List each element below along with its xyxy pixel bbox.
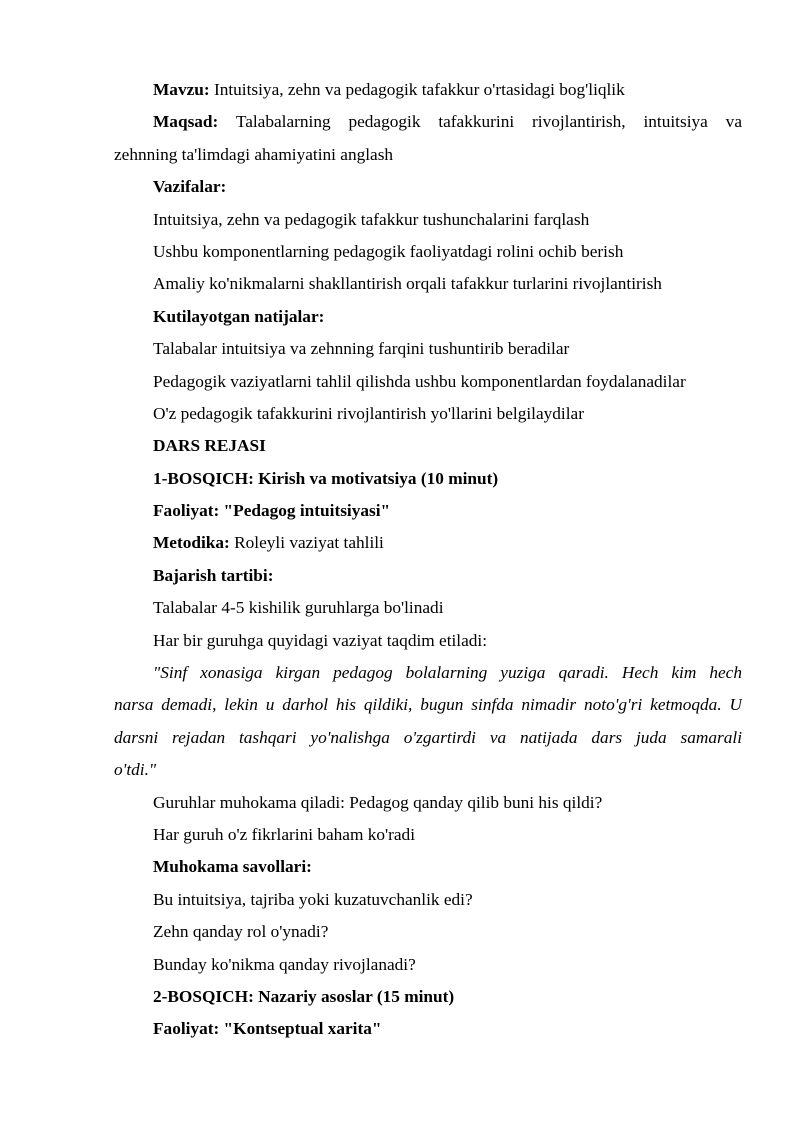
procedure-step: Har guruh o'z fikrlarini baham ko'radi — [153, 824, 415, 844]
goal-text-1: Talabalarning pedagogik tafakkurini rivojlantirish, intuitsiya va — [218, 112, 742, 132]
procedure-step: Talabalar 4-5 kishilik guruhlarga bo'linadi — [153, 598, 444, 618]
task-item: Amaliy ko'nikmalarni shakllantirish orqali tafakkur turlarini rivojlantirish — [153, 274, 662, 294]
outcome-item: Talabalar intuitsiya va zehnning farqini tushuntirib beradilar — [153, 339, 570, 359]
topic-label: Mavzu: — [153, 80, 210, 99]
procedure-step: Har bir guruhga quyidagi vaziyat taqdim etiladi: — [153, 630, 488, 650]
outcome-item: Pedagogik vaziyatlarni tahlil qilishda ushbu komponentlardan foydalanadilar — [153, 371, 686, 391]
task-item: Intuitsiya, zehn va pedagogik tafakkur tushunchalarini farqlash — [153, 209, 590, 229]
questions-heading: Muhokama savollari: — [153, 857, 312, 877]
outcomes-heading: Kutilayotgan natijalar: — [153, 306, 325, 326]
document-body — [114, 74, 742, 1046]
stage1-method — [114, 527, 742, 559]
question-item: Bunday ko'nikma qanday rivojlanadi? — [153, 954, 416, 974]
stage1-heading: 1-BOSQICH: Kirish va motivatsiya (10 minut) — [153, 468, 499, 488]
quote-line-2: narsa demadi, lekin u darhol his qildiki, bugun sinfda nimadir noto'g'ri ketmoqda. U — [114, 695, 742, 715]
topic-line — [114, 74, 742, 106]
outcome-item: O'z pedagogik tafakkurini rivojlantirish yo'llarini belgilaydilar — [153, 403, 584, 423]
stage2-heading: 2-BOSQICH: Nazariy asoslar (15 minut) — [153, 986, 455, 1006]
goal-line-2: zehnning ta'limdagi ahamiyatini anglash — [114, 144, 394, 164]
quote-line-4: o'tdi." — [114, 760, 157, 780]
goal-line-1 — [114, 106, 742, 138]
quote-line-1: "Sinf xonasiga kirgan pedagog bolalarning yuziga qaradi. Hech kim hech — [153, 663, 742, 683]
task-item: Ushbu komponentlarning pedagogik faoliyatdagi rolini ochib berish — [153, 241, 624, 261]
goal-label: Maqsad: — [153, 112, 219, 132]
stage2-activity: Faoliyat: "Kontseptual xarita" — [153, 1019, 382, 1039]
plan-heading: DARS REJASI — [153, 436, 266, 456]
tasks-heading: Vazifalar: — [153, 177, 227, 197]
question-item: Bu intuitsiya, tajriba yoki kuzatuvchanlik edi? — [153, 889, 473, 909]
question-item: Zehn qanday rol o'ynadi? — [153, 922, 329, 942]
method-label: Metodika: — [153, 533, 230, 553]
stage1-activity: Faoliyat: "Pedagog intuitsiyasi" — [153, 501, 391, 521]
method-text: Roleyli vaziyat tahlili — [229, 533, 384, 553]
procedure-step: Guruhlar muhokama qiladi: Pedagog qanday qilib buni his qildi? — [153, 792, 603, 812]
quote-line-3: darsni rejadan tashqari yo'nalishga o'zgartirdi va natijada dars juda samarali — [114, 727, 742, 747]
procedure-heading: Bajarish tartibi: — [153, 565, 274, 585]
topic-text: Intuitsiya, zehn va pedagogik tafakkur o'rtasidagi bog'liqlik — [209, 80, 625, 99]
